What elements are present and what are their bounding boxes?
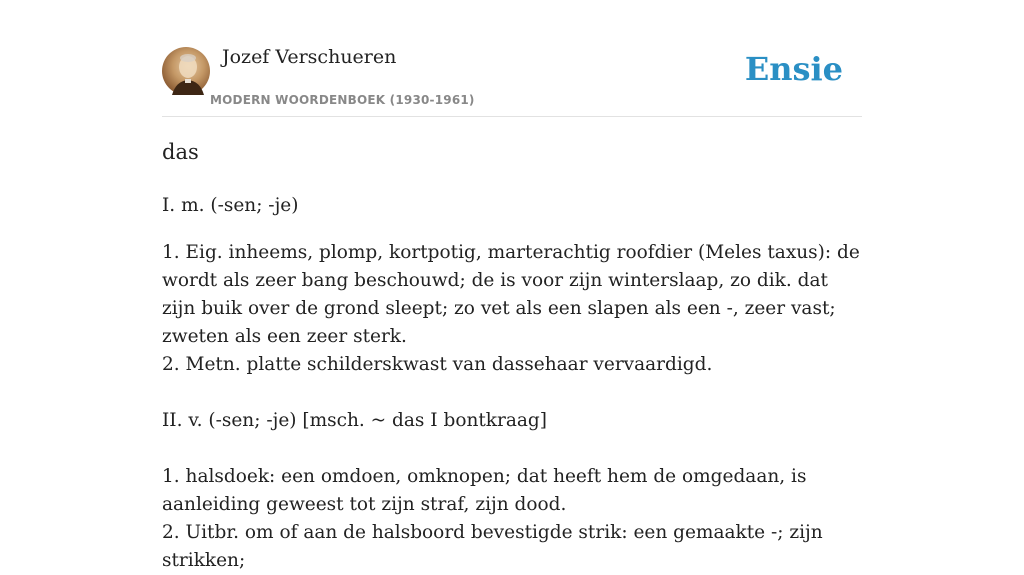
paragraph-spacer — [162, 435, 862, 463]
portrait-icon — [162, 47, 210, 95]
grammar-line-2: II. v. (-sen; -je) [msch. ~ das I bontkraag] — [162, 410, 547, 431]
definition-sense-2-1: 1. halsdoek: een omdoen, omknopen; dat heeft hem de omgedaan, is aanleiding geweest tot zijn straf, zijn dood. — [162, 466, 807, 515]
definition-sense-1-2: 2. Metn. platte schilderskwast van dassehaar vervaardigd. — [162, 354, 713, 375]
header — [162, 0, 862, 117]
definition-sense-1-1: 1. Eig. inheems, plomp, kortpotig, marterachtig roofdier (Meles taxus): de wordt als zeer bang beschouwd; de is voor zijn winterslaap, zo dik. dat zijn buik over de grond sleept; zo vet als een slapen als een -, zeer vast; zweten als een zeer sterk. — [162, 242, 860, 347]
author-avatar[interactable] — [162, 47, 210, 95]
source-label[interactable]: MODERN WOORDENBOEK (1930-1961) — [210, 93, 475, 107]
entry-definition — [162, 192, 862, 575]
author-name[interactable]: Jozef Verschueren — [222, 46, 397, 68]
site-logo[interactable]: Ensie — [744, 50, 843, 88]
page — [162, 0, 862, 571]
paragraph-spacer — [162, 379, 862, 407]
entry-headword: das — [162, 140, 199, 164]
definition-sense-2-2: 2. Uitbr. om of aan de halsboord bevestigde strik: een gemaakte -; zijn strikken; — [162, 522, 823, 571]
grammar-line-1: I. m. (-sen; -je) — [162, 195, 299, 216]
